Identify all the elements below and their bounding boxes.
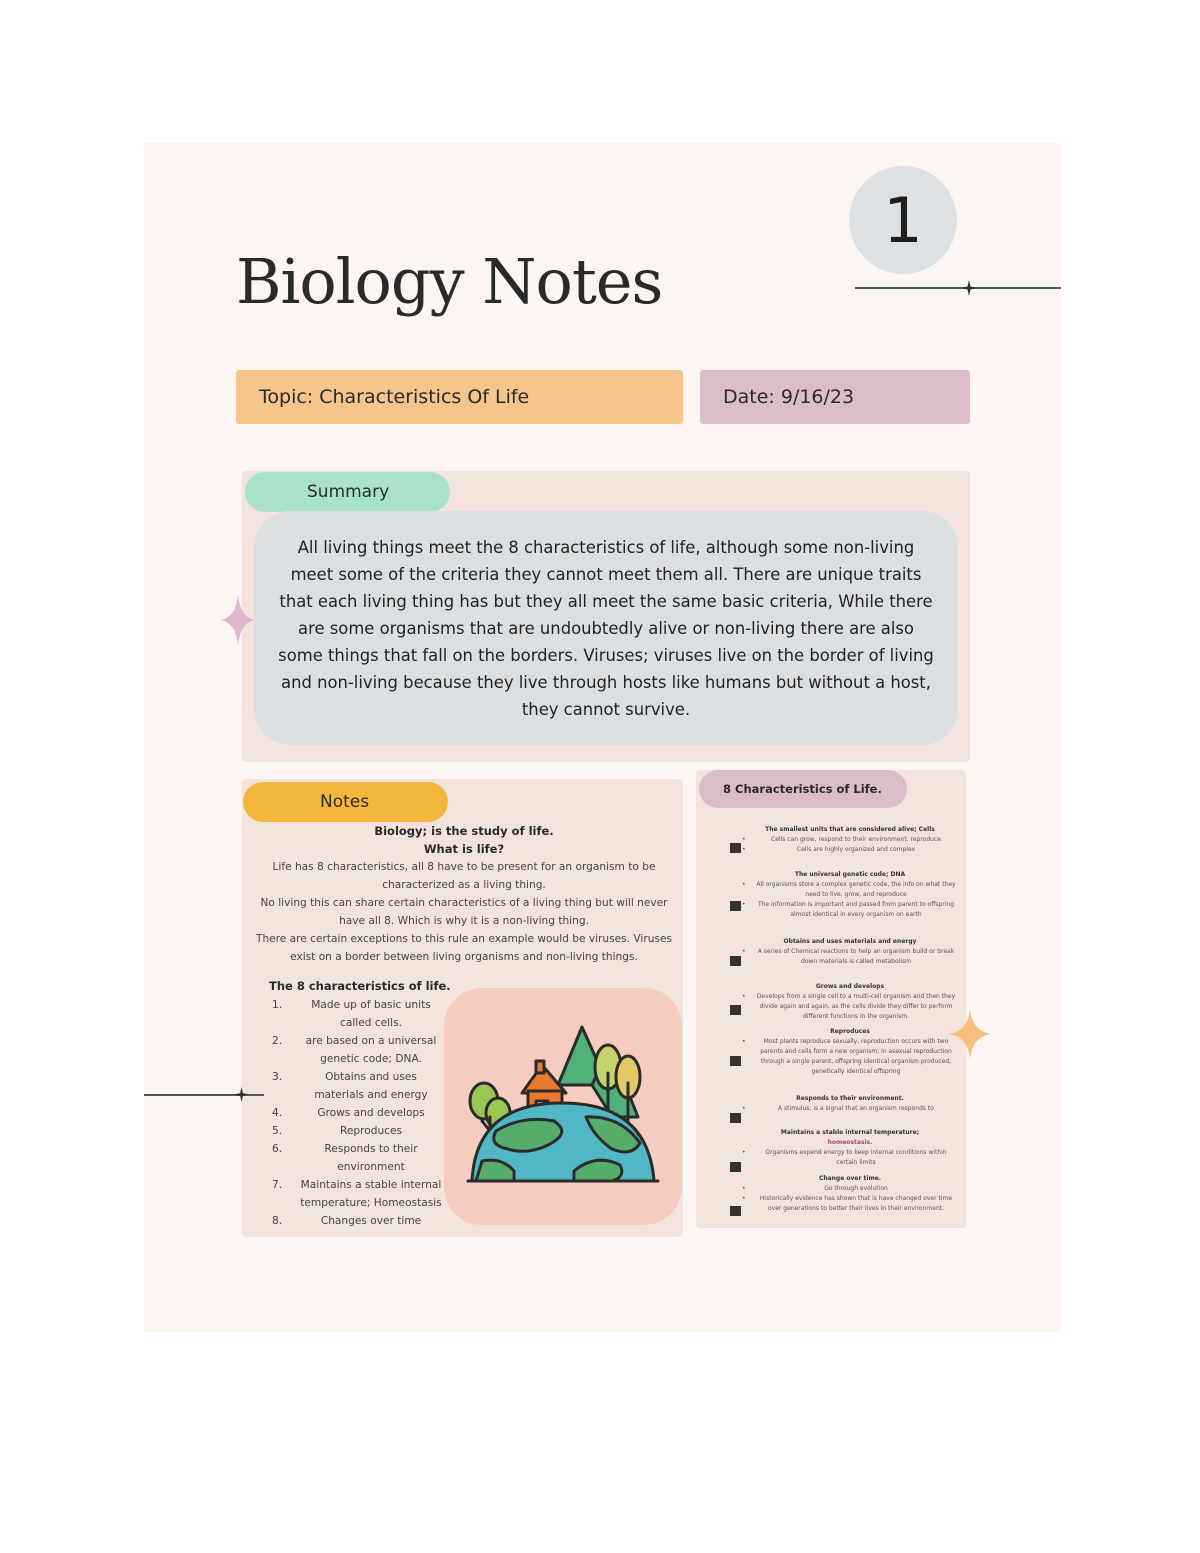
notes-heading-1: Biology; is the study of life. <box>374 824 554 838</box>
small-star-icon <box>234 1087 249 1102</box>
list-item: 7. Maintains a stable internal temperature; Homeostasis <box>272 1179 442 1209</box>
characteristic-section: Maintains a stable internal temperature; homeostasis. • Organisms expend energy to keep internal conditions within certain limits <box>742 1129 947 1166</box>
characteristic-section: Grows and develops • Develops from a single cell to a multi-cell organism and then they divide again and again, as the cells divide they differ to perform different functions in the organism. <box>742 983 956 1020</box>
earth-house-illustration <box>462 1021 664 1191</box>
notes-page <box>144 143 1061 1332</box>
characteristics-list <box>272 996 442 1230</box>
checkbox-square-icon <box>730 901 741 911</box>
date-label: Date: 9/16/23 <box>700 370 970 424</box>
notes-heading: Notes <box>243 782 448 822</box>
orange-sparkle-icon <box>949 1009 991 1059</box>
checkbox-square-icon <box>730 1005 741 1015</box>
notes-heading-2: What is life? <box>423 842 505 856</box>
small-star-icon <box>961 280 977 296</box>
summary-text: All living things meet the 8 characteristics of life, although some non-living meet some of the criteria they cannot meet them all. There are unique traits that each living thing has but they all meet the same basic criteria, While there are some organisms that are undoubtedly alive or non-living there are also some things that fall on the borders. Viruses; viruses live on the border of living and non-living because they live through hosts like humans but without a host, they cannot survive. <box>254 511 958 745</box>
characteristic-section: Reproduces • Most plants reproduce sexually, reproduction occurs with two parents and cells form a new organism; in asexual reproduction through a single parent, offspring identical organism produced, genetically identical offspring <box>742 1028 952 1075</box>
header-divider <box>855 287 1061 289</box>
list-item: 2. are based on a universal genetic code; DNA. <box>272 1035 437 1065</box>
checkbox-square-icon <box>730 1056 741 1066</box>
checkbox-square-icon <box>730 1113 741 1123</box>
characteristic-section: Responds to their environment. • A stimulus; is a signal that an organism responds to <box>742 1095 934 1112</box>
list-item: 1. Made up of basic units called cells. <box>272 999 431 1029</box>
checkbox-square-icon <box>730 956 741 966</box>
pink-sparkle-icon <box>221 595 255 645</box>
page-title: Biology Notes <box>236 245 663 318</box>
checkbox-square-icon <box>730 1162 741 1172</box>
characteristic-section: Obtains and uses materials and energy • A series of Chemical reactions to help an organism build or break down materials is called metabolism <box>742 938 955 965</box>
notes-body <box>252 822 676 966</box>
list-item: 8. Changes over time <box>272 1215 422 1227</box>
summary-heading: Summary <box>245 472 450 512</box>
characteristic-section: Change over time. • Go through evolution • Historically evidence has shown that is have changed over time over generations to better their lives in their environment. <box>742 1175 953 1212</box>
topic-label: Topic: Characteristics Of Life <box>236 370 683 424</box>
characteristic-section: The universal genetic code; DNA • All organisms store a complex genetic code, the info on what they need to live, grow, and reproduce • The information is important and passed from parent to offspring almost identical in every organism on earth <box>742 871 956 918</box>
checkbox-square-icon <box>730 843 741 853</box>
list-item: 3. Obtains and uses materials and energy <box>272 1071 428 1101</box>
characteristics-list-title: The 8 characteristics of life. <box>269 979 451 993</box>
list-item: 4. Grows and develops <box>272 1107 425 1119</box>
characteristics-heading: 8 Characteristics of Life. <box>699 770 907 808</box>
notes-paragraph: There are certain exceptions to this rule an example would be viruses. Viruses exist on a border between living organisms and non-living things. <box>255 933 673 963</box>
list-item: 6. Responds to their environment <box>272 1143 418 1173</box>
list-item: 5. Reproduces <box>272 1125 403 1137</box>
notes-paragraph: No living this can share certain characteristics of a living thing but will never have all 8. Which is why it is a non-living thing. <box>260 897 668 927</box>
page-number-badge: 1 <box>849 166 957 274</box>
checkbox-square-icon <box>730 1206 741 1216</box>
characteristic-section: The smallest units that are considered alive; Cells • Cells can grow, respond to their environment, reproduce • Cells are highly organized and complex <box>742 826 941 853</box>
notes-paragraph: Life has 8 characteristics, all 8 have to be present for an organism to be characterized as a living thing. <box>272 861 656 891</box>
